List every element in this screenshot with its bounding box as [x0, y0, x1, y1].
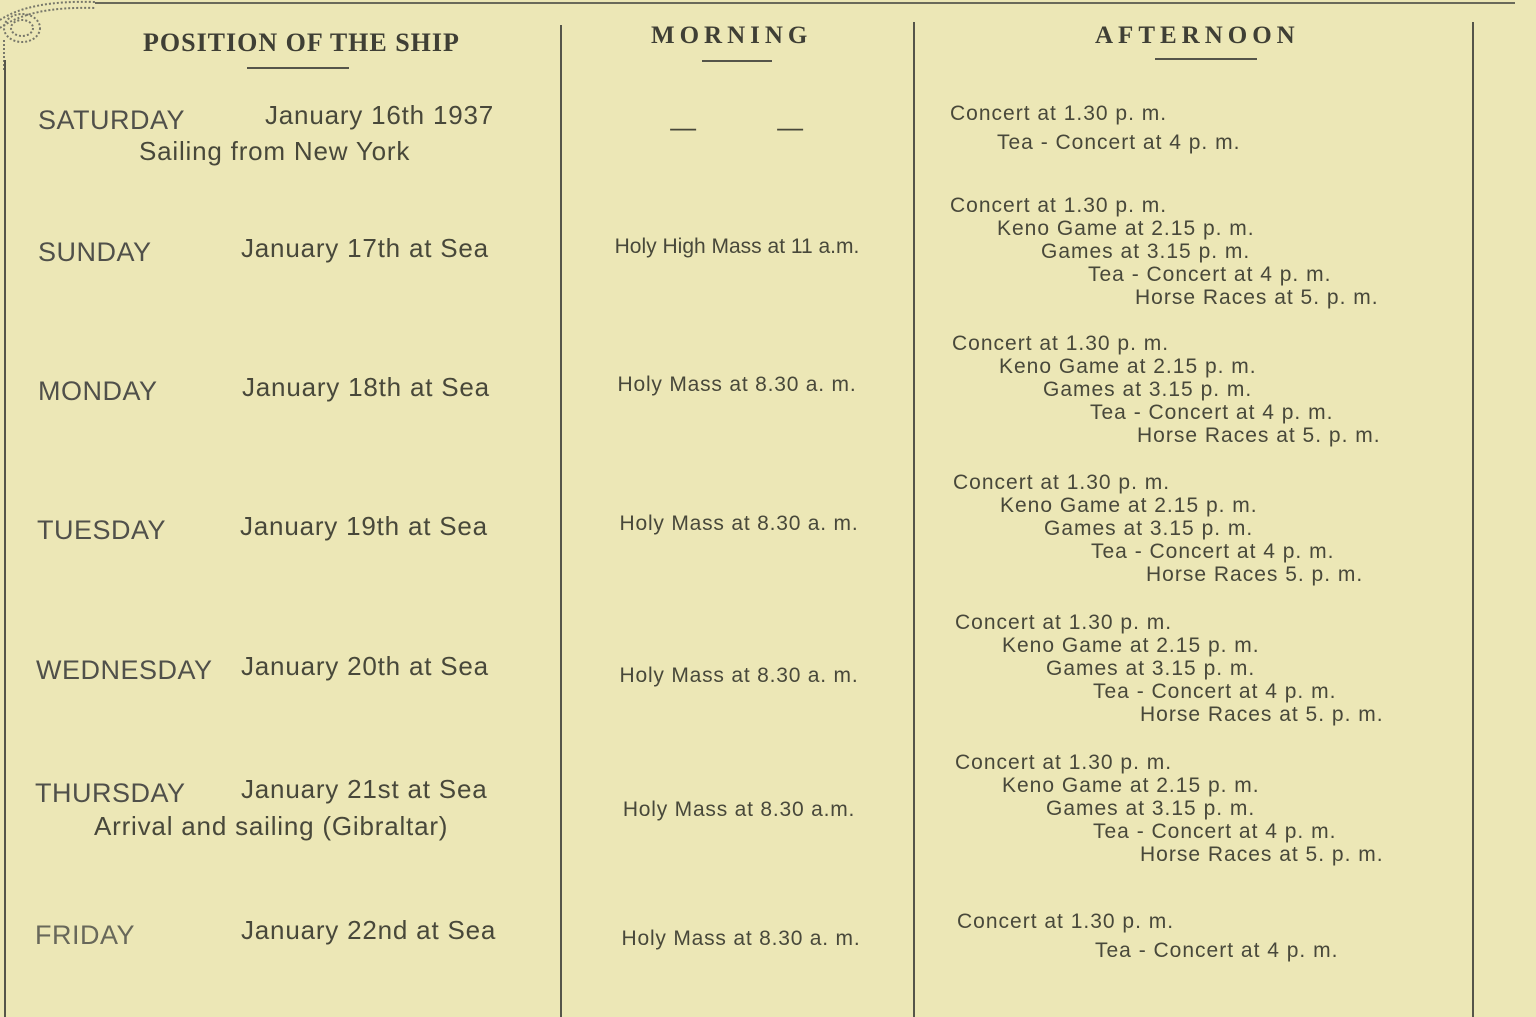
- header-position: POSITION OF THE SHIP: [143, 28, 460, 57]
- day-label: WEDNESDAY: [36, 655, 213, 685]
- column-divider-3: [1472, 22, 1474, 1017]
- date-label: January 18th at Sea: [242, 372, 490, 402]
- column-divider-1: [560, 25, 562, 1017]
- day-label: TUESDAY: [37, 515, 167, 545]
- morning-event: Holy Mass at 8.30 a. m.: [621, 927, 861, 950]
- afternoon-event: Games at 3.15 p. m.: [1046, 657, 1256, 680]
- morning-event: Holy Mass at 8.30 a. m.: [617, 373, 857, 396]
- morning-event: Holy Mass at 8.30 a. m.: [619, 664, 859, 687]
- morning-event: Holy Mass at 8.30 a.m.: [622, 798, 856, 821]
- afternoon-event: Horse Races at 5. p. m.: [1140, 843, 1384, 866]
- day-label: THURSDAY: [35, 778, 186, 808]
- afternoon-event: Concert at 1.30 p. m.: [955, 751, 1173, 774]
- day-label: SATURDAY: [38, 105, 186, 135]
- corner-ornament-icon: [0, 0, 100, 70]
- date-label: January 19th at Sea: [240, 511, 488, 541]
- morning-event: — —: [670, 112, 804, 142]
- left-border: [4, 60, 6, 1017]
- afternoon-event: Keno Game at 2.15 p. m.: [1002, 774, 1260, 797]
- header-underline: [1155, 58, 1257, 60]
- afternoon-event: Tea - Concert at 4 p. m.: [1093, 680, 1337, 703]
- afternoon-events: [950, 102, 1240, 154]
- afternoon-event: Tea - Concert at 4 p. m.: [1088, 263, 1332, 286]
- header-underline: [247, 67, 349, 69]
- afternoon-event: Tea - Concert at 4 p. m.: [997, 131, 1241, 154]
- day-label: FRIDAY: [35, 920, 136, 950]
- afternoon-event: Games at 3.15 p. m.: [1041, 240, 1251, 263]
- date-note: Sailing from New York: [139, 136, 411, 166]
- afternoon-event: Concert at 1.30 p. m.: [950, 102, 1168, 125]
- header-morning: MORNING: [651, 22, 813, 49]
- afternoon-event: Concert at 1.30 p. m.: [955, 611, 1173, 634]
- afternoon-event: Keno Game at 2.15 p. m.: [997, 217, 1255, 240]
- date-label: January 21st at Sea: [241, 774, 488, 804]
- afternoon-event: Concert at 1.30 p. m.: [953, 471, 1171, 494]
- afternoon-event: Horse Races at 5. p. m.: [1137, 424, 1381, 447]
- afternoon-event: Horse Races at 5. p. m.: [1140, 703, 1384, 726]
- morning-event: Holy Mass at 8.30 a. m.: [619, 512, 859, 535]
- afternoon-event: Keno Game at 2.15 p. m.: [999, 355, 1257, 378]
- date-label: January 16th 1937: [265, 100, 494, 130]
- date-label: January 20th at Sea: [241, 651, 489, 681]
- afternoon-events: [950, 194, 1379, 309]
- afternoon-event: Games at 3.15 p. m.: [1043, 378, 1253, 401]
- afternoon-event: Concert at 1.30 p. m.: [957, 910, 1175, 933]
- afternoon-event: Tea - Concert at 4 p. m.: [1095, 939, 1339, 962]
- afternoon-events: [952, 332, 1381, 447]
- afternoon-events: [953, 471, 1363, 586]
- day-label: SUNDAY: [38, 237, 152, 267]
- afternoon-events: [955, 751, 1384, 866]
- afternoon-event: Tea - Concert at 4 p. m.: [1090, 401, 1334, 424]
- date-label: January 17th at Sea: [241, 233, 489, 263]
- afternoon-event: Tea - Concert at 4 p. m.: [1093, 820, 1337, 843]
- afternoon-event: Concert at 1.30 p. m.: [950, 194, 1168, 217]
- afternoon-event: Horse Races at 5. p. m.: [1135, 286, 1379, 309]
- afternoon-event: Keno Game at 2.15 p. m.: [1000, 494, 1258, 517]
- afternoon-event: Horse Races 5. p. m.: [1146, 563, 1364, 586]
- afternoon-event: Tea - Concert at 4 p. m.: [1091, 540, 1335, 563]
- header-underline: [702, 60, 772, 62]
- date-note: Arrival and sailing (Gibraltar): [94, 811, 449, 841]
- afternoon-event: Games at 3.15 p. m.: [1044, 517, 1254, 540]
- date-label: January 22nd at Sea: [241, 915, 497, 945]
- top-border: [95, 2, 1515, 4]
- afternoon-event: Games at 3.15 p. m.: [1046, 797, 1256, 820]
- header-afternoon: AFTERNOON: [1095, 22, 1300, 49]
- afternoon-events: [955, 611, 1384, 726]
- afternoon-event: Concert at 1.30 p. m.: [952, 332, 1170, 355]
- morning-event: Holy High Mass at 11 a.m.: [614, 235, 860, 258]
- afternoon-event: Keno Game at 2.15 p. m.: [1002, 634, 1260, 657]
- afternoon-events: [957, 910, 1338, 962]
- day-label: MONDAY: [38, 376, 158, 406]
